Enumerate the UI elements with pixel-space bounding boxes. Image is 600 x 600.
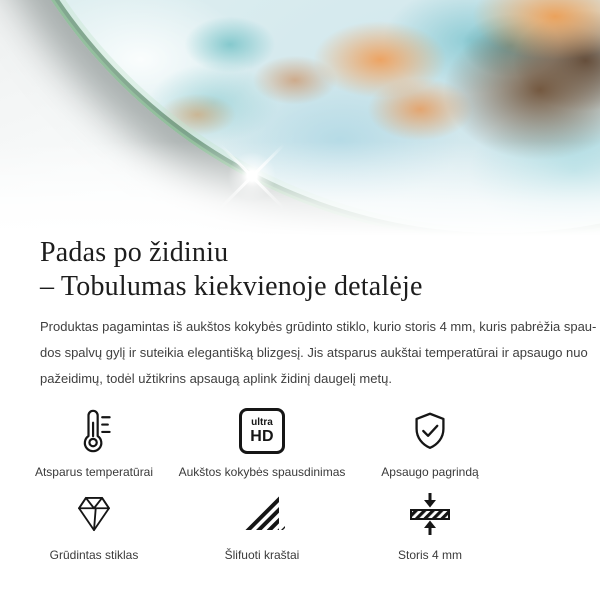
feature-label: Storis 4 mm — [397, 548, 462, 562]
description-line: Produktas pagamintas iš aukštos kokybės grūdinto stiklo, kurio storis 4 mm, kuris pabrėžia spau- — [40, 319, 597, 334]
feature-label: Grūdintas stiklas — [49, 548, 139, 562]
feature-protects-base — [346, 408, 514, 479]
feature-label: Šlifuoti kraštai — [224, 548, 300, 562]
page-title-line1: Padas po židiniu — [40, 237, 229, 268]
feature-print-quality — [178, 408, 346, 479]
thickness-icon — [408, 491, 452, 537]
diamond-icon — [71, 491, 117, 537]
product-photo — [0, 0, 600, 236]
feature-thickness — [346, 491, 514, 562]
ultra-hd-text-top: ultra — [251, 416, 273, 428]
ultra-hd-text-bottom: HD — [250, 427, 274, 445]
sparkle-highlight-icon — [207, 131, 297, 221]
thermometer-icon — [72, 408, 116, 454]
page-title — [40, 236, 600, 304]
feature-tempered-glass — [10, 491, 178, 562]
shield-check-icon — [407, 408, 453, 454]
feature-label: Aukštos kokybės spausdinimas — [178, 465, 346, 479]
glass-hearth-pad-image — [0, 0, 600, 236]
feature-heat-resistant — [10, 408, 178, 479]
polished-edges-icon — [239, 491, 285, 537]
ultra-hd-icon — [239, 408, 285, 454]
features-grid — [10, 408, 600, 562]
description-line: dos spalvų gylį ir suteikia elegantišką blizgesį. Jis atsparus aukštai temperatūrai ir apsaugo nuo — [40, 345, 588, 360]
page-title-line2: – Tobulumas kiekvienoje detalėje — [40, 271, 423, 302]
feature-label: Apsaugo pagrindą — [381, 465, 479, 479]
feature-label: Atsparus temperatūrai — [34, 465, 154, 479]
feature-polished-edges — [178, 491, 346, 562]
product-description — [40, 314, 600, 392]
description-line: pažeidimų, todėl užtikrins apsaugą aplink židinį daugelį metų. — [40, 371, 392, 386]
